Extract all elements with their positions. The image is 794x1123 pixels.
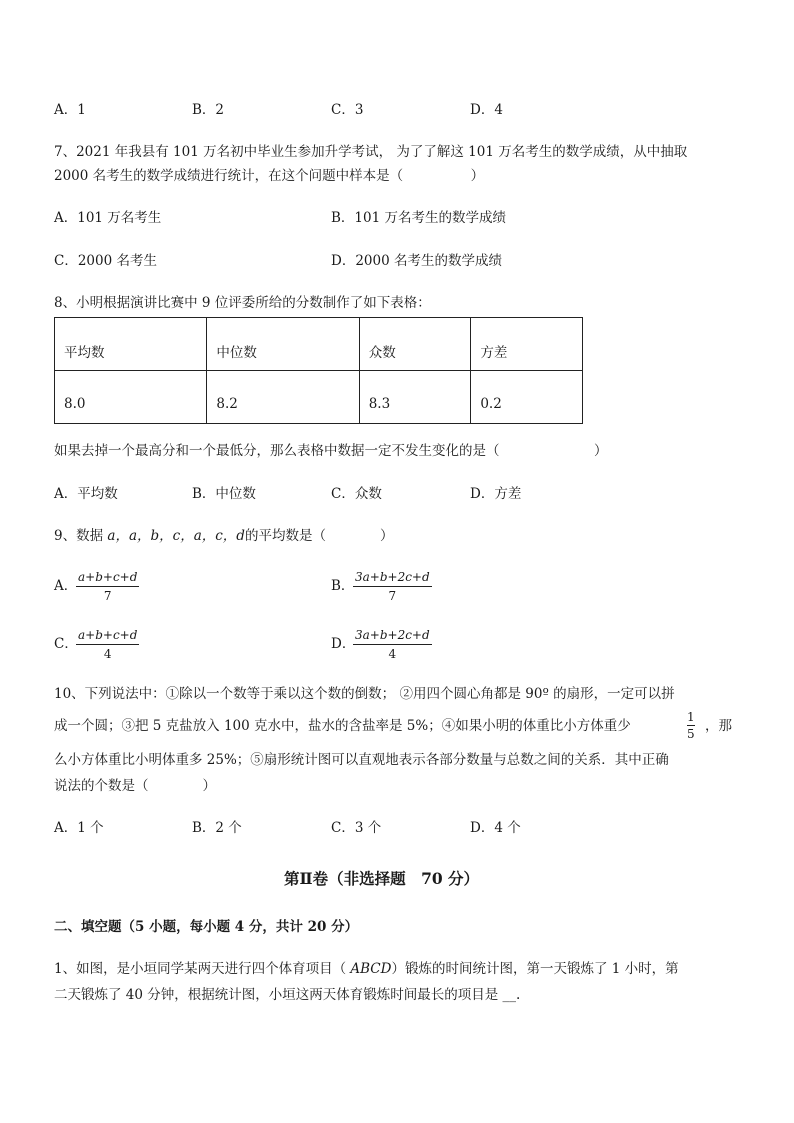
- q10-option-d: D．4 个: [470, 820, 521, 836]
- q6-option-a: A．1: [54, 102, 86, 118]
- table-header-cell: 平均数: [55, 318, 207, 371]
- q8-stem: 8、小明根据演讲比赛中 9 位评委所给的分数制作了如下表格：: [54, 295, 431, 311]
- fill1-stem-line2: 二天锻炼了 40 分钟，根据统计图，小垣这两天体育锻炼时间最长的项目是 __.: [54, 987, 521, 1003]
- fraction-denominator: 5: [687, 727, 695, 741]
- q8-option-c: C．众数: [331, 486, 382, 502]
- q7-option-d: D．2000 名考生的数学成绩: [331, 253, 502, 269]
- q7-stem-line2: 2000 名考生的数学成绩进行统计，在这个问题中样本是（ ）: [54, 168, 485, 184]
- fraction-numerator: 1: [687, 710, 695, 724]
- part2-title: 第Ⅱ卷（非选择题 70 分）: [284, 869, 480, 888]
- q9-option-a-fraction: [76, 571, 139, 602]
- q10-stem-line2-pre: 成一个圆；③把 5 克盐放入 100 克水中，盐水的含盐率是 5%；④如果小明的体重比小方体重少: [54, 718, 631, 734]
- q9-option-c-fraction: [76, 629, 139, 660]
- score-table: [54, 317, 583, 424]
- fraction-bar: [687, 725, 695, 726]
- fill1-stem-line1: [54, 963, 679, 977]
- q8-option-b: B．中位数: [192, 486, 256, 502]
- q7-option-c: C．2000 名考生: [54, 253, 157, 269]
- table-cell: 8.0: [55, 371, 207, 424]
- q10-stem-line2-post: ，那: [705, 718, 732, 734]
- q9-stem: [54, 530, 393, 544]
- table-header-row: [55, 318, 583, 371]
- table-cell: 8.3: [359, 371, 471, 424]
- q10-option-b: B．2 个: [192, 820, 242, 836]
- q10-option-a: A．1 个: [54, 820, 104, 836]
- q10-option-c: C．3 个: [331, 820, 382, 836]
- q9-stem-prefix: 9、数据: [54, 528, 108, 544]
- fill1-line1-post: ）锻炼的时间统计图，第一天锻炼了 1 小时，第: [391, 961, 679, 977]
- table-header-cell: 方差: [471, 318, 583, 371]
- q9-option-c-label: C．: [54, 636, 78, 652]
- q9-option-a-label: A．: [54, 578, 78, 594]
- q9-option-d-label: D．: [331, 636, 356, 652]
- fraction-numerator: 3a+b+2c+d: [355, 570, 430, 584]
- q9-stem-vars: a，a，b，c，a，c，d: [107, 528, 245, 544]
- q9-option-d-fraction: [353, 629, 432, 660]
- fraction-denominator: 4: [103, 647, 112, 661]
- fraction-denominator: 4: [388, 647, 397, 661]
- q10-inline-fraction: [687, 711, 695, 740]
- table-cell: 8.2: [207, 371, 359, 424]
- fraction-numerator: 3a+b+2c+d: [355, 628, 430, 642]
- q7-option-b: B．101 万名考生的数学成绩: [331, 210, 506, 226]
- q10-stem-line3: 么小方体重比小明体重多 25%；⑤扇形统计图可以直观地表示各部分数量与总数之间的关系．其中正确: [54, 752, 669, 768]
- q7-option-a: A．101 万名考生: [54, 210, 162, 226]
- fraction-numerator: a+b+c+d: [78, 570, 138, 584]
- fill1-line1-pre: 1、如图，是小垣同学某两天进行四个体育项目（: [54, 961, 351, 977]
- q8-option-a: A．平均数: [54, 486, 118, 502]
- fraction-denominator: 7: [388, 589, 397, 603]
- table-row: [55, 371, 583, 424]
- q6-option-d: D．4: [470, 102, 503, 118]
- q9-stem-suffix: 的平均数是（ ）: [244, 528, 394, 544]
- table-cell: 0.2: [471, 371, 583, 424]
- fill1-line1-var: ABCD: [350, 961, 392, 977]
- q7-stem-line1: 7、2021 年我县有 101 万名初中毕业生参加升学考试， 为了了解这 101 万名考生的数学成绩，从中抽取: [54, 144, 688, 160]
- fraction-numerator: a+b+c+d: [78, 628, 138, 642]
- q6-option-c: C．3: [331, 102, 364, 118]
- q9-option-b-label: B．: [331, 578, 355, 594]
- q10-stem-line1: 10、下列说法中：①除以一个数等于乘以这个数的倒数； ②用四个圆心角都是 90º 的扇形，一定可以拼: [54, 686, 675, 702]
- q8-question: 如果去掉一个最高分和一个最低分，那么表格中数据一定不发生变化的是（ ）: [54, 443, 608, 459]
- q9-option-b-fraction: [353, 571, 432, 602]
- table-header-cell: 众数: [359, 318, 471, 371]
- section2-title: 二、填空题（5 小题，每小题 4 分，共计 20 分）: [54, 919, 359, 935]
- q6-option-b: B．2: [192, 102, 225, 118]
- q10-stem-line4: 说法的个数是（ ）: [54, 778, 216, 794]
- q8-option-d: D．方差: [470, 486, 522, 502]
- table-header-cell: 中位数: [207, 318, 359, 371]
- fraction-denominator: 7: [103, 589, 112, 603]
